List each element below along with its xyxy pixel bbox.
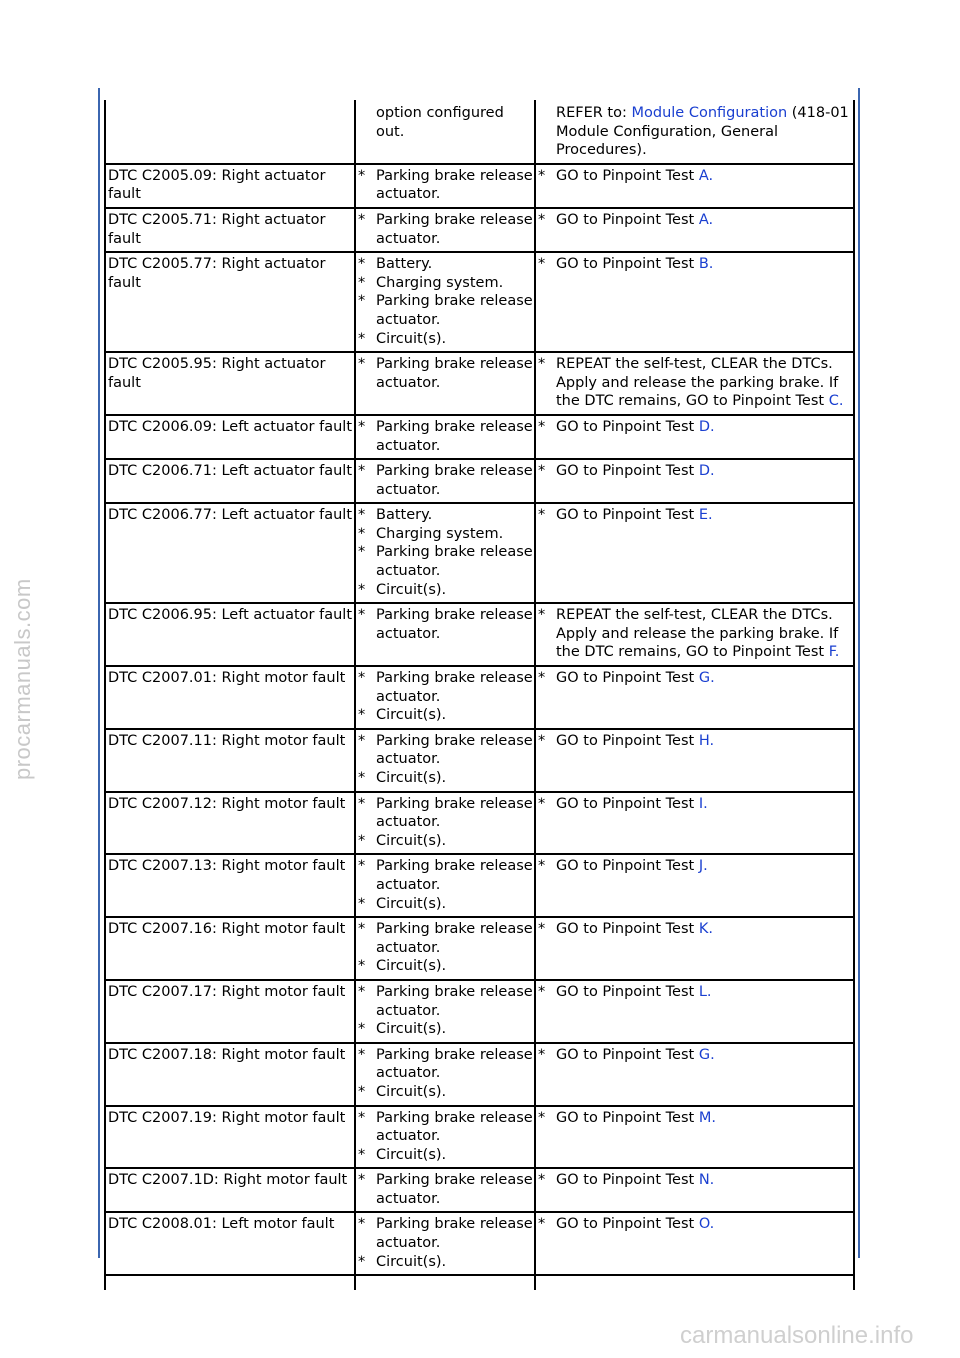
bullet-marker: * [358, 463, 366, 480]
dtc-cell [105, 208, 355, 252]
action-text [556, 462, 849, 481]
bullet-marker: * [538, 607, 546, 624]
cause-item [358, 1046, 534, 1083]
cause-text: Parking brake release actuator. [376, 463, 533, 498]
bullet-marker: * [358, 670, 366, 687]
bullet-marker: * [538, 795, 546, 812]
pinpoint-test-link[interactable]: A. [698, 211, 714, 228]
dtc-cell [105, 917, 355, 980]
table-row [105, 792, 854, 855]
module-configuration-link[interactable]: Module Configuration [631, 105, 788, 121]
action-cell [535, 503, 854, 603]
bullet-marker: * [358, 858, 366, 875]
bullet-marker: * [538, 732, 546, 749]
cause-item [358, 1083, 534, 1102]
dtc-code: DTC C2007.11: Right motor fault [108, 732, 346, 749]
action-text [556, 1171, 849, 1190]
action-text [556, 167, 849, 186]
cause-text: Circuit(s). [376, 330, 447, 347]
cause-text: Circuit(s). [376, 1253, 447, 1270]
cause-text: Circuit(s). [376, 707, 447, 724]
cause-item [358, 957, 534, 976]
cause-item [358, 211, 534, 248]
cause-text: Parking brake release actuator. [376, 732, 533, 768]
action-text [556, 606, 849, 662]
action-instruction: GO to Pinpoint Test [556, 670, 699, 687]
cause-cell [355, 1212, 535, 1275]
pinpoint-test-link[interactable]: D. [698, 418, 715, 435]
empty-cell [105, 1275, 355, 1290]
dtc-cell [105, 980, 355, 1043]
action-instruction: REPEAT the self-test, CLEAR the DTCs. Apply and release the parking brake. If the DTC remains, GO to Pinpoint Test [556, 607, 839, 661]
cause-item [358, 669, 534, 706]
cause-cell [355, 603, 535, 666]
bullet-marker: * [358, 418, 366, 435]
cause-item [358, 706, 534, 725]
action-instruction: REPEAT the self-test, CLEAR the DTCs. Apply and release the parking brake. If the DTC remains, GO to Pinpoint Test [556, 356, 839, 410]
cause-cell [355, 352, 535, 415]
action-cell [535, 1168, 854, 1212]
action-text [556, 1046, 849, 1065]
action-instruction: GO to Pinpoint Test [556, 418, 699, 435]
action-item [538, 355, 849, 411]
cause-text: Parking brake release actuator. [376, 211, 533, 247]
cause-item [358, 1171, 534, 1208]
pinpoint-test-link[interactable]: F. [828, 644, 840, 661]
bullet-marker: * [538, 1172, 546, 1189]
dtc-code: DTC C2007.18: Right motor fault [108, 1046, 346, 1063]
cause-cell [355, 1106, 535, 1169]
bullet-marker: * [538, 1046, 546, 1063]
action-text [556, 920, 849, 939]
cause-item [358, 1146, 534, 1165]
cause-cell [355, 503, 535, 603]
bullet-marker: * [358, 770, 366, 786]
bullet-marker: * [358, 330, 366, 347]
action-instruction: GO to Pinpoint Test [556, 1172, 699, 1189]
bullet-marker: * [358, 795, 366, 812]
cause-cell [355, 792, 535, 855]
cause-item [358, 274, 534, 293]
action-item [538, 1215, 849, 1234]
cause-item [358, 1020, 534, 1039]
dtc-cell [105, 1168, 355, 1212]
cause-item [358, 832, 534, 851]
action-item [538, 418, 849, 437]
bullet-marker: * [538, 921, 546, 938]
table-row [105, 1043, 854, 1106]
cause-text: Parking brake release actuator. [376, 1216, 533, 1252]
action-instruction: GO to Pinpoint Test [556, 507, 699, 524]
action-cell [535, 415, 854, 459]
cause-text: Parking brake release actuator. [376, 795, 533, 831]
action-text [556, 355, 849, 411]
table-row [105, 503, 854, 603]
cause-text: Parking brake release actuator. [376, 670, 533, 705]
pinpoint-test-link[interactable]: L. [698, 983, 712, 1000]
cause-item [358, 292, 534, 329]
table-row [105, 252, 854, 352]
cause-text: Parking brake release actuator. [376, 544, 533, 580]
dtc-cell [105, 666, 355, 729]
cause-item [358, 1215, 534, 1252]
dtc-cell [105, 100, 355, 164]
action-text [556, 255, 849, 274]
dtc-code: DTC C2007.13: Right motor fault [108, 858, 346, 875]
bullet-marker: * [358, 356, 366, 373]
table-row [105, 1106, 854, 1169]
cause-item [358, 857, 534, 894]
bullet-marker: * [358, 607, 366, 624]
dtc-code: DTC C2007.12: Right motor fault [108, 795, 346, 812]
dtc-cell [105, 729, 355, 792]
action-suffix: (418-01 Module Configuration, General Procedures). [556, 105, 849, 159]
dtc-code: DTC C2007.16: Right motor fault [108, 921, 346, 938]
table-row [105, 854, 854, 917]
action-item [538, 606, 849, 662]
action-item [538, 1046, 849, 1065]
action-cell [535, 252, 854, 352]
bullet-marker: * [358, 581, 366, 598]
bullet-marker: * [358, 1216, 366, 1233]
action-item [538, 669, 849, 688]
cause-text: Parking brake release actuator. [376, 983, 533, 1019]
bullet-marker: * [358, 167, 366, 184]
bullet-marker: * [358, 1109, 366, 1126]
action-instruction: GO to Pinpoint Test [556, 167, 699, 184]
action-cell [535, 164, 854, 208]
cause-cell [355, 729, 535, 792]
pinpoint-test-link[interactable]: M. [698, 1109, 716, 1126]
bottom-watermark: carmanualsonline.info [680, 1322, 914, 1349]
action-item [538, 506, 849, 525]
dtc-code: DTC C2006.09: Left actuator fault [108, 418, 353, 435]
cause-text: Parking brake release actuator. [376, 921, 533, 956]
empty-cell [535, 1275, 854, 1290]
table-row-continuation [105, 1275, 854, 1290]
bullet-marker: * [358, 256, 366, 273]
cause-item [358, 795, 534, 832]
cause-item [358, 920, 534, 957]
cause-cell [355, 100, 535, 164]
bullet-marker: * [538, 256, 546, 273]
pinpoint-test-link[interactable]: K. [698, 921, 713, 938]
cause-cell [355, 980, 535, 1043]
cause-text: Battery. [376, 256, 433, 273]
bullet-marker: * [358, 274, 366, 291]
dtc-cell [105, 1212, 355, 1275]
cause-item [358, 462, 534, 499]
dtc-cell [105, 252, 355, 352]
action-item [538, 857, 849, 876]
pinpoint-test-link[interactable]: E. [698, 507, 713, 524]
cause-item [358, 983, 534, 1020]
cause-item [358, 330, 534, 349]
action-prefix: REFER to: [556, 105, 632, 121]
bullet-marker: * [358, 1046, 366, 1063]
bullet-marker: * [538, 1216, 546, 1233]
action-text [538, 104, 849, 160]
dtc-table-container [104, 100, 855, 1290]
action-instruction: GO to Pinpoint Test [556, 1109, 699, 1126]
page-rule-right [858, 88, 860, 1258]
bullet-marker: * [358, 732, 366, 749]
cause-item [358, 525, 534, 544]
action-item [538, 462, 849, 481]
action-text [556, 506, 849, 525]
cause-cell [355, 666, 535, 729]
cause-text: Charging system. [376, 525, 504, 542]
bullet-marker: * [358, 525, 366, 542]
bullet-marker: * [358, 958, 366, 975]
dtc-code: DTC C2006.95: Left actuator fault [108, 607, 353, 624]
action-item [538, 1171, 849, 1190]
cause-text: Parking brake release actuator. [376, 1109, 533, 1145]
dtc-cell [105, 352, 355, 415]
action-instruction: GO to Pinpoint Test [556, 463, 699, 480]
pinpoint-test-link[interactable]: I. [698, 795, 708, 812]
cause-cell [355, 252, 535, 352]
action-item [538, 983, 849, 1002]
table-row [105, 917, 854, 980]
action-cell [535, 1212, 854, 1275]
pinpoint-test-link[interactable]: J. [698, 858, 708, 875]
cause-item [358, 769, 534, 788]
cause-cell [355, 1043, 535, 1106]
table-row [105, 1212, 854, 1275]
table-row [105, 208, 854, 252]
dtc-cell [105, 415, 355, 459]
cause-text: Parking brake release actuator. [376, 607, 533, 642]
bullet-marker: * [358, 211, 366, 228]
table-row-continuation [105, 100, 854, 164]
dtc-code: DTC C2008.01: Left motor fault [108, 1216, 335, 1233]
action-text [556, 1215, 849, 1234]
cause-text: Circuit(s). [376, 1146, 447, 1163]
cause-text: Parking brake release actuator. [376, 418, 533, 454]
bullet-marker: * [358, 1146, 366, 1163]
action-cell [535, 1043, 854, 1106]
dtc-code: DTC C2007.19: Right motor fault [108, 1109, 346, 1126]
bullet-marker: * [358, 1083, 366, 1100]
cause-item [358, 606, 534, 643]
bullet-marker: * [358, 1253, 366, 1270]
cause-item [358, 732, 534, 769]
bullet-marker: * [538, 983, 546, 1000]
cause-item [358, 255, 534, 274]
table-row [105, 415, 854, 459]
action-instruction: GO to Pinpoint Test [556, 211, 699, 228]
cause-text: Parking brake release actuator. [376, 1046, 533, 1082]
action-item [538, 920, 849, 939]
bullet-marker: * [538, 463, 546, 480]
dtc-code: DTC C2005.77: Right actuator fault [108, 256, 326, 291]
action-text [556, 1109, 849, 1128]
dtc-code: DTC C2006.77: Left actuator fault [108, 507, 353, 524]
action-cell [535, 352, 854, 415]
cause-item [358, 506, 534, 525]
dtc-cell [105, 503, 355, 603]
action-item [538, 732, 849, 751]
cause-text: Parking brake release actuator. [376, 293, 533, 328]
cause-cell [355, 164, 535, 208]
cause-text: Circuit(s). [376, 1083, 447, 1100]
action-instruction: GO to Pinpoint Test [556, 795, 699, 812]
table-row [105, 352, 854, 415]
bullet-marker: * [358, 507, 366, 524]
pinpoint-test-link[interactable]: A. [698, 167, 714, 184]
action-item [538, 1109, 849, 1128]
cause-text: Battery. [376, 507, 433, 524]
action-instruction: GO to Pinpoint Test [556, 1046, 699, 1063]
action-text [556, 983, 849, 1002]
cause-item [358, 1109, 534, 1146]
cause-text: Circuit(s). [376, 958, 447, 975]
table-row [105, 603, 854, 666]
dtc-cell [105, 164, 355, 208]
pinpoint-test-link[interactable]: B. [698, 256, 714, 273]
table-row [105, 459, 854, 503]
action-text [556, 211, 849, 230]
dtc-cell [105, 854, 355, 917]
dtc-code: DTC C2006.71: Left actuator fault [108, 463, 353, 480]
cause-cell [355, 208, 535, 252]
cause-item [358, 167, 534, 204]
action-text [556, 857, 849, 876]
cause-text: option configured out. [376, 105, 504, 140]
cause-item [358, 355, 534, 392]
dtc-cell [105, 603, 355, 666]
bullet-marker: * [538, 418, 546, 435]
cause-cell [355, 459, 535, 503]
action-cell [535, 792, 854, 855]
cause-cell [355, 917, 535, 980]
action-cell [535, 208, 854, 252]
bullet-marker: * [538, 507, 546, 524]
cause-text: Charging system. [376, 274, 504, 291]
pinpoint-test-link[interactable]: N. [698, 1172, 715, 1189]
action-cell [535, 729, 854, 792]
action-cell [535, 854, 854, 917]
dtc-cell [105, 792, 355, 855]
bullet-marker: * [358, 1021, 366, 1038]
bullet-marker: * [538, 858, 546, 875]
bullet-marker: * [358, 707, 366, 724]
side-watermark: procarmanuals.com [10, 578, 35, 780]
action-text [556, 418, 849, 437]
action-cell [535, 1106, 854, 1169]
table-row [105, 729, 854, 792]
cause-text: Circuit(s). [376, 895, 447, 912]
action-cell [535, 917, 854, 980]
cause-cell [355, 1168, 535, 1212]
cause-text: Parking brake release actuator. [376, 356, 533, 391]
dtc-table [104, 100, 855, 1290]
cause-text: Circuit(s). [376, 1021, 447, 1038]
cause-text: Circuit(s). [376, 832, 447, 849]
action-item [538, 795, 849, 814]
table-row [105, 666, 854, 729]
action-cell [535, 666, 854, 729]
cause-item [358, 543, 534, 580]
cause-text: Parking brake release actuator. [376, 858, 533, 893]
dtc-code: DTC C2007.1D: Right motor fault [108, 1172, 348, 1189]
pinpoint-test-link[interactable]: G. [698, 1046, 715, 1063]
dtc-cell [105, 1043, 355, 1106]
bullet-marker: * [538, 356, 546, 373]
action-cell [535, 603, 854, 666]
action-item [538, 167, 849, 186]
action-text [556, 732, 849, 751]
action-text [556, 795, 849, 814]
cause-text: Circuit(s). [376, 581, 447, 598]
empty-cell [355, 1275, 535, 1290]
action-instruction: GO to Pinpoint Test [556, 732, 699, 749]
bullet-marker: * [358, 1172, 366, 1189]
action-instruction: GO to Pinpoint Test [556, 921, 699, 938]
cause-cell [355, 854, 535, 917]
table-row [105, 980, 854, 1043]
page-rule-left [98, 88, 100, 1258]
bullet-marker: * [358, 921, 366, 938]
bullet-marker: * [538, 1109, 546, 1126]
bullet-marker: * [358, 544, 366, 561]
dtc-cell [105, 1106, 355, 1169]
bullet-marker: * [538, 167, 546, 184]
cause-cell [355, 415, 535, 459]
dtc-code: DTC C2007.01: Right motor fault [108, 670, 346, 687]
bullet-marker: * [538, 670, 546, 687]
cause-item [358, 1253, 534, 1272]
dtc-code: DTC C2007.17: Right motor fault [108, 983, 346, 1000]
action-instruction: GO to Pinpoint Test [556, 1216, 699, 1233]
bullet-marker: * [358, 895, 366, 912]
action-instruction: GO to Pinpoint Test [556, 858, 699, 875]
action-cell [535, 459, 854, 503]
dtc-code: DTC C2005.71: Right actuator fault [108, 211, 326, 247]
bullet-marker: * [538, 211, 546, 228]
cause-item [358, 418, 534, 455]
cause-text: Circuit(s). [376, 770, 447, 786]
table-row [105, 1168, 854, 1212]
pinpoint-test-link[interactable]: G. [698, 670, 715, 687]
bullet-marker: * [358, 983, 366, 1000]
pinpoint-test-link[interactable]: C. [828, 393, 844, 410]
table-row [105, 164, 854, 208]
cause-text: Parking brake release actuator. [376, 1172, 533, 1207]
bullet-marker: * [358, 293, 366, 310]
action-item [538, 211, 849, 230]
pinpoint-test-link[interactable]: D. [698, 463, 715, 480]
dtc-code: DTC C2005.09: Right actuator fault [108, 167, 326, 203]
bullet-marker: * [358, 832, 366, 849]
pinpoint-test-link[interactable]: H. [698, 732, 715, 749]
action-instruction: GO to Pinpoint Test [556, 983, 699, 1000]
dtc-cell [105, 459, 355, 503]
cause-item [358, 581, 534, 600]
action-item [538, 255, 849, 274]
dtc-code: DTC C2005.95: Right actuator fault [108, 356, 326, 391]
cause-item [358, 895, 534, 914]
action-cell [535, 980, 854, 1043]
action-cell [535, 100, 854, 164]
pinpoint-test-link[interactable]: O. [698, 1216, 715, 1233]
action-text [556, 669, 849, 688]
cause-text: Parking brake release actuator. [376, 167, 533, 203]
action-instruction: GO to Pinpoint Test [556, 256, 699, 273]
